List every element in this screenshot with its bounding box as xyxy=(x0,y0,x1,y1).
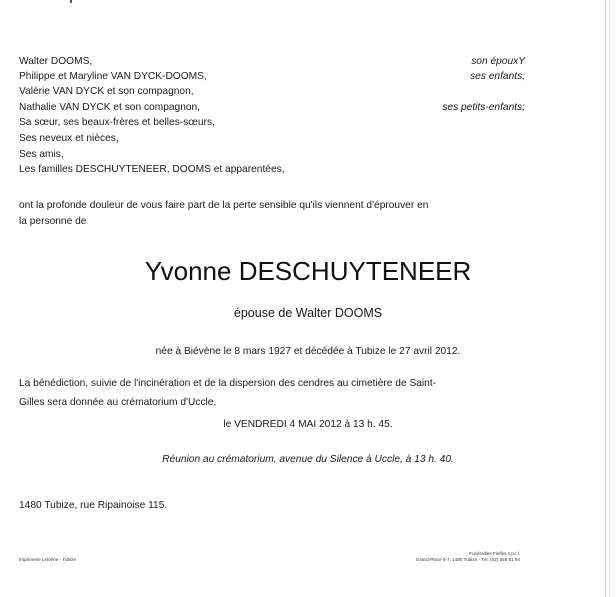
deceased-dates: née à Biévène le 8 mars 1927 et décédée à Tubize le 27 avril 2012. xyxy=(155,346,461,357)
family-line-nephews: Ses neveux et nièces, xyxy=(19,133,119,144)
funeral-home-address: Grand-Place 6-7, 1480 Tubize - Tél. (02) 355 51 94 xyxy=(415,557,520,562)
family-line-families: Les familles DESCHUYTENEER, DOOMS et apparentées, xyxy=(19,164,285,175)
family-line-grandchild-2: Nathalie VAN DYCK et son compagnon, xyxy=(19,102,201,113)
ceremony-meeting: Réunion au crématorium, avenue du Silence à Uccle, à 13 h. 40. xyxy=(162,454,454,465)
deceased-relation: épouse de Walter DOOMS xyxy=(233,306,383,320)
family-address: 1480 Tubize, rue Ripainoise 115. xyxy=(19,500,168,511)
family-line-children: Philippe et Maryline VAN DYCK-DOOMS, xyxy=(19,71,207,82)
family-line-friends: Ses amis, xyxy=(19,149,64,160)
ceremony-line-2: Gilles sera donnée au crématorium d'Uccle, xyxy=(19,397,217,408)
ceremony-line-1: La bénédiction, suivie de l'incinération et de la dispersion des cendres au cimetière de Saint- xyxy=(19,378,437,389)
role-children: ses enfants; xyxy=(470,71,525,82)
funeral-home-name: Funérailles Fiefles s.p.r.l. xyxy=(469,551,520,556)
role-grandchildren: ses petits-enfants; xyxy=(442,102,525,113)
scan-edge-shadow xyxy=(609,0,610,597)
announcement-line-2: la personne de xyxy=(19,216,87,227)
scan-edge xyxy=(605,0,606,597)
role-spouse: son épouxY xyxy=(471,56,525,67)
scan-artifact-mark xyxy=(70,0,72,3)
family-line-siblings: Sa sœur, ses beaux-frères et belles-sœurs, xyxy=(19,117,215,128)
ceremony-date: le VENDREDI 4 MAI 2012 à 13 h. 45. xyxy=(223,419,393,430)
family-line-spouse: Walter DOOMS, xyxy=(19,56,93,67)
deceased-name: Yvonne DESCHUYTENEER xyxy=(144,256,472,286)
printer-credit: Imprimerie Leloène - Tubize xyxy=(19,557,76,562)
family-line-grandchild-1: Valérie VAN DYCK et son compagnon, xyxy=(19,86,194,97)
funeral-home-info xyxy=(416,551,520,563)
announcement-line-1: ont la profonde douleur de vous faire part de la perte sensible qu'ils viennent d'éprouver en xyxy=(19,200,429,211)
